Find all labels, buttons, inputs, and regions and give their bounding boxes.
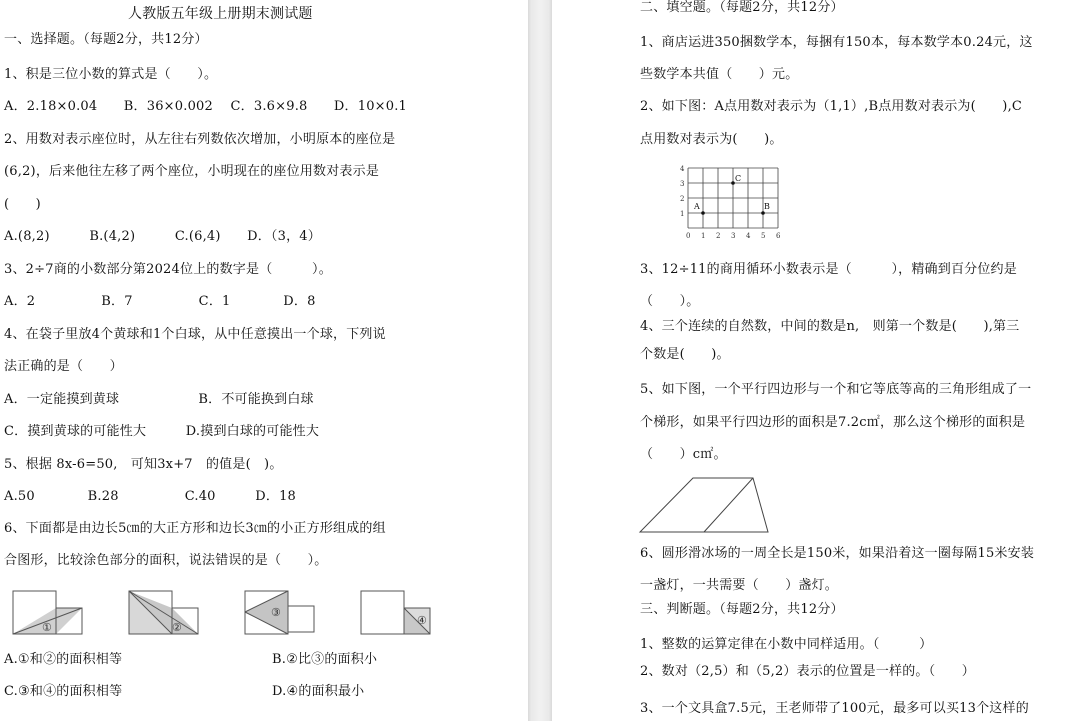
fill-question-3-line1: 3、12÷11的商用循环小数表示是（ ），精确到百分位约是 [640, 262, 1017, 277]
question-1-stem: 1、积是三位小数的算式是（ ）。 [4, 67, 218, 82]
question-4-options-line1: A．一定能摸到黄球 B．不可能换到白球 [4, 392, 314, 407]
fill-question-1-line1: 1、商店运进350捆数学本，每捆有150本，每本数学本0.24元，这 [640, 35, 1033, 50]
fill-question-3-line2: （ ）。 [640, 294, 700, 309]
section-heading-judgement: 三、判断题。（每题2分，共12分） [640, 602, 844, 617]
fill-question-1-line2: 些数学本共值（ ）元。 [640, 67, 799, 82]
fill-question-5-line3: （ ）c㎡。 [640, 447, 727, 462]
document-title: 人教版五年级上册期末测试题 [128, 6, 313, 22]
fill-question-4-line1: 4、三个连续的自然数，中间的数是n, 则第一个数是( ),第三 [640, 319, 1020, 334]
grid-point-c-label: C [735, 174, 742, 183]
question-1-options: A．2.18×0.04 B．36×0.002 C．3.6×9.8 D．10×0.1 [4, 99, 408, 114]
left-page [0, 0, 528, 721]
shape-label-3: ③ [271, 606, 281, 619]
grid-y-tick: 3 [680, 180, 685, 188]
fill-question-4-line2: 个数是( )。 [640, 347, 730, 362]
question-6-option-d: D.④的面积最小 [272, 684, 365, 699]
question-5-stem: 5、根据 8x-6=50, 可知3x+7 的值是( )。 [4, 457, 283, 472]
fill-question-6-line1: 6、圆形滑冰场的一周全长是150米，如果沿着这一圈每隔15米安装 [640, 546, 1035, 561]
fill-question-2-line1: 2、如下图：A点用数对表示为（1,1）,B点用数对表示为( ),C [640, 99, 1023, 114]
trapezoid-figure [638, 474, 774, 536]
question-6-stem-line1: 6、下面都是由边长5㎝的大正方形和边长3㎝的小正方形组成的组 [4, 521, 386, 536]
fill-question-2-line2: 点用数对表示为( )。 [640, 132, 783, 147]
grid-x-tick: 3 [731, 232, 736, 240]
grid-y-tick: 1 [680, 210, 685, 218]
question-4-stem-line2: 法正确的是（ ） [4, 359, 123, 374]
question-6-option-c: C.③和④的面积相等 [4, 684, 123, 699]
fill-question-5-line2: 个梯形，如果平行四边形的面积是7.2c㎡，那么这个梯形的面积是 [640, 415, 1026, 430]
grid-y-tick: 2 [680, 195, 685, 203]
judgement-question-2: 2、数对（2,5）和（5,2）表示的位置是一样的。（ ） [640, 664, 975, 679]
question-6-option-a: A.①和②的面积相等 [4, 652, 123, 667]
grid-x-tick: 6 [776, 232, 781, 240]
shape-label-1: ① [42, 621, 52, 634]
right-page [552, 0, 1080, 721]
composite-shape-1 [12, 588, 88, 636]
shape-label-2: ② [172, 621, 182, 634]
fill-question-5-line1: 5、如下图，一个平行四边形与一个和它等底等高的三角形组成了一 [640, 382, 1032, 397]
question-2-stem-line2: (6,2)，后来他往左移了两个座位，小明现在的座位用数对表示是 [4, 164, 380, 179]
question-2-options: A.(8,2) B.(4,2) C.(6,4) D．（3，4） [4, 229, 321, 244]
question-5-options: A.50 B.28 C.40 D．18 [4, 489, 297, 504]
question-2-stem-line1: 2、用数对表示座位时，从左往右列数依次增加，小明原本的座位是 [4, 132, 396, 147]
grid-x-tick: 0 [686, 232, 691, 240]
grid-y-tick: 4 [680, 165, 685, 173]
grid-x-tick: 4 [746, 232, 751, 240]
shape-label-4: ④ [417, 614, 427, 627]
grid-point-b-label: B [764, 202, 770, 211]
grid-point-a-label: A [694, 202, 700, 211]
composite-shape-4 [360, 588, 436, 636]
question-3-options: A．2 B．7 C．1 D．8 [4, 294, 316, 309]
coordinate-grid-figure [674, 160, 786, 242]
grid-x-tick: 1 [701, 232, 706, 240]
grid-x-tick: 5 [761, 232, 766, 240]
judgement-question-1: 1、整数的运算定律在小数中同样适用。（ ） [640, 637, 933, 652]
composite-shape-2 [128, 588, 204, 636]
judgement-question-3: 3、一个文具盒7.5元，王老师带了100元，最多可以买13个这样的 [640, 701, 1029, 716]
composite-shape-3 [244, 588, 320, 636]
question-4-stem-line1: 4、在袋子里放4个黄球和1个白球，从中任意摸出一个球，下列说 [4, 327, 386, 342]
section-heading-fill-blank: 二、填空题。（每题2分，共12分） [640, 0, 844, 15]
question-3-stem: 3、2÷7商的小数部分第2024位上的数字是（ ）。 [4, 262, 332, 277]
question-2-stem-line3: ( ) [4, 197, 41, 212]
page-gutter [528, 0, 552, 721]
fill-question-6-line2: 一盏灯，一共需要（ ）盏灯。 [640, 578, 839, 593]
question-6-stem-line2: 合图形，比较涂色部分的面积，说法错误的是（ ）。 [4, 553, 328, 568]
question-4-options-line2: C．摸到黄球的可能性大 D.摸到白球的可能性大 [4, 424, 320, 439]
grid-x-tick: 2 [716, 232, 721, 240]
question-6-option-b: B.②比③的面积小 [272, 652, 378, 667]
section-heading-choice: 一、选择题。（每题2分，共12分） [4, 32, 208, 47]
